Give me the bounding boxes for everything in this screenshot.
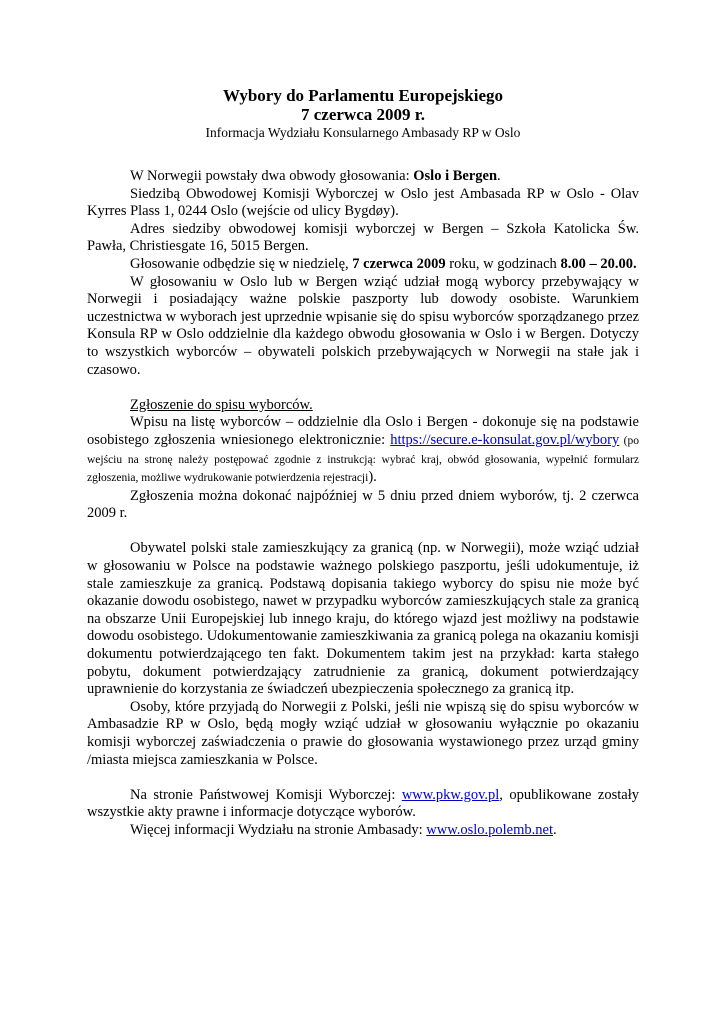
paragraph-embassy: Więcej informacji Wydziału na stronie Ambasady: www.oslo.polemb.net. <box>130 821 557 838</box>
paragraph-deadline: Zgłoszenia można dokonać najpóźniej w 5 dniu przed dniem wyborów, tj. 2 czerwca 2009 r. <box>87 487 639 522</box>
paragraph-residents-abroad: Obywatel polski stale zamieszkujący za granicą (np. w Norwegii), może wziąć udział w głosowaniu w Polsce na podstawie ważnego polskiego paszportu, jeśli udokumentuje, iż stale zamieszkuje za granicą. Podstawą dopisania takiego wyborcy do spisu nie może być okazanie dowodu osobistego, nawet w przypadku wyborców zamieszkujących stale za granicą na obszarze Unii Europejskiej lub innego kraju, do którego wjazd jest możliwy na podstawie dowodu osobistego. Udokumentowanie zamieszkiwania za granicą polega na okazaniu komisji dokumentu potwierdzającego ten fakt. Dokumentem takim jest na przykład: karta stałego pobytu, dokument potwierdzający zatrudnienie za granicą, dokument potwierdzający uprawnienie do korzystania ze świadczeń ubezpieczenia społecznego za granicą itp. <box>87 540 639 698</box>
registration-heading: Zgłoszenie do spisu wyborców. <box>130 396 313 413</box>
embassy-link[interactable]: www.oslo.polemb.net <box>426 821 553 838</box>
e-konsulat-link[interactable]: https://secure.e-konsulat.gov.pl/wybory <box>390 431 620 448</box>
document-page <box>87 86 639 840</box>
document-title: Wybory do Parlamentu Europejskiego <box>222 86 504 105</box>
paragraph-bergen-address: Adres siedziby obwodowej komisji wyborczej w Bergen – Szkoła Katolicka Św. Pawła, Christiesgate 16, 5015 Bergen. <box>87 220 639 255</box>
paragraph-pkw: Na stronie Państwowej Komisji Wyborczej: www.pkw.gov.pl, opublikowane zostały wszystkie akty prawne i informacje dotyczące wyborów. <box>87 786 639 821</box>
paragraph-oslo-address: Siedzibą Obwodowej Komisji Wyborczej w Oslo jest Ambasada RP w Oslo - Olav Kyrres Plass 1, 0244 Oslo (wejście od ulicy Bygdøy). <box>87 185 639 220</box>
paragraph-voting-date: Głosowanie odbędzie się w niedzielę, 7 czerwca 2009 roku, w godzinach 8.00 – 20.00. <box>130 255 637 272</box>
pkw-link[interactable]: www.pkw.gov.pl <box>401 786 500 803</box>
election-date: 7 czerwca 2009 r. <box>301 105 425 124</box>
paragraph-visitors: Osoby, które przyjadą do Norwegii z Polski, jeśli nie wpiszą się do spisu wyborców w Ambasadzie RP w Oslo, będą mogły wziąć udział w głosowaniu wyłącznie po okazaniu komisji wyborczej zaświadczenia o prawie do głosowania wystawionego przez urząd gminy /miasta miejsca zamieszkania w Polsce. <box>87 698 639 768</box>
paragraph-eligibility: W głosowaniu w Oslo lub w Bergen wziąć udział mogą wyborcy przebywający w Norwegii i posiadający ważne polskie paszporty lub dowody osobiste. Warunkiem uczestnictwa w wyborach jest uprzednie wpisanie się do spisu wyborców sporządzanego przez Konsula RP w Oslo oddzielnie dla każdego obwodu głosowania w Oslo i w Bergen. Dotyczy to wszystkich wyborców – obywateli polskich przebywających w Norwegii na stałe jak i czasowo. <box>87 273 639 378</box>
document-subtitle: Informacja Wydziału Konsularnego Ambasady RP w Oslo <box>205 125 521 140</box>
paragraph-districts: W Norwegii powstały dwa obwody głosowania: Oslo i Bergen. <box>130 168 501 184</box>
paragraph-registration: Wpisu na listę wyborców – oddzielnie dla Oslo i Bergen - dokonuje się na podstawie osobistego zgłoszenia wniesionego elektronicznie: https://secure.e-konsulat.gov.pl/wybory (po wejściu na stronę należy postępować zgodnie z instrukcją: wybrać kraj, obwód głosowania, wypełnić formularz zgłoszenia, możliwe wydrukowanie potwierdzenia rejestracji). <box>87 414 639 486</box>
